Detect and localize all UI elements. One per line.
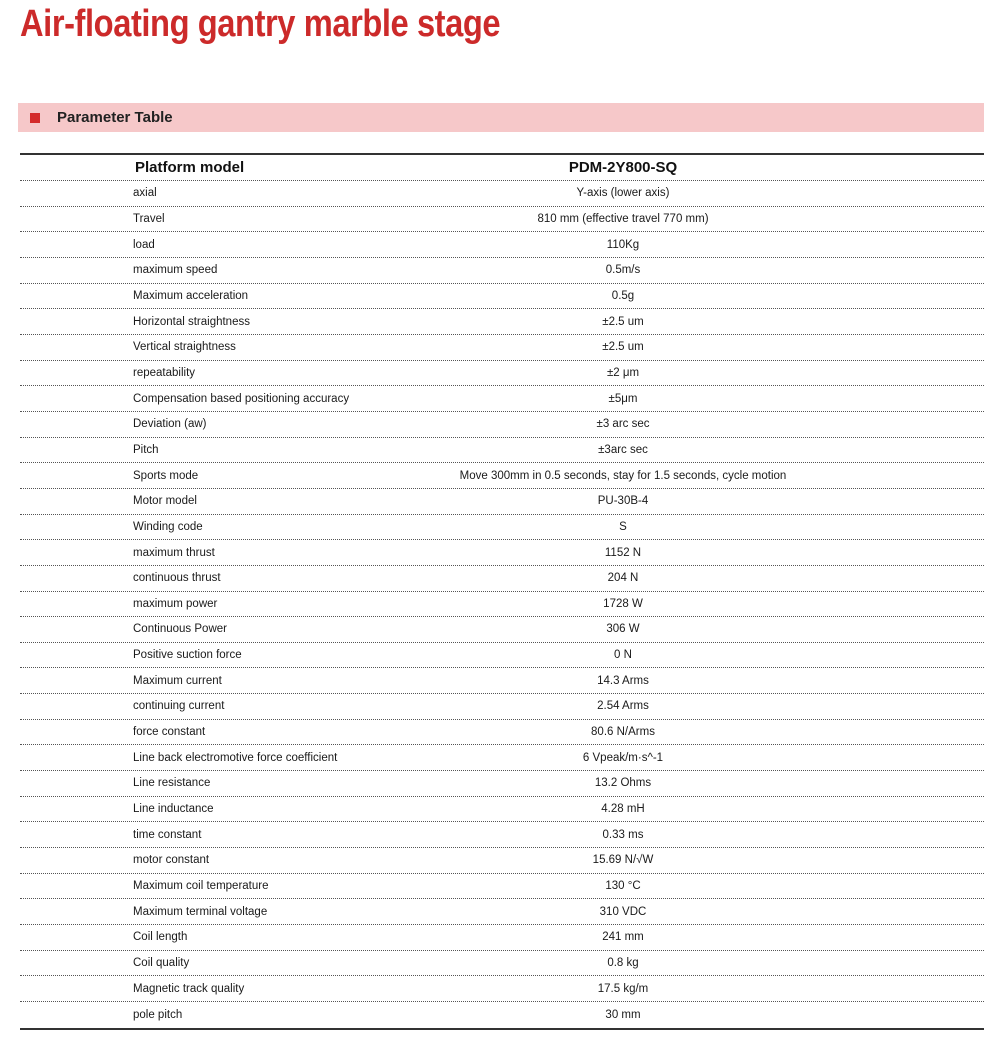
parameter-value-cell: 0.33 ms bbox=[602, 828, 644, 841]
table-row bbox=[20, 309, 984, 335]
table-row bbox=[20, 386, 984, 412]
parameter-name-cell: Deviation (aw) bbox=[133, 418, 207, 431]
parameter-value-cell: S bbox=[619, 520, 627, 533]
table-row bbox=[20, 515, 984, 541]
table-row bbox=[20, 797, 984, 823]
table-row bbox=[20, 1002, 984, 1028]
parameter-name-cell: Line resistance bbox=[133, 777, 211, 790]
parameter-name-cell: Horizontal straightness bbox=[133, 315, 250, 328]
parameter-value-cell: 2.54 Arms bbox=[597, 700, 649, 713]
parameter-name-cell: Sports mode bbox=[133, 469, 199, 482]
table-row bbox=[20, 976, 984, 1002]
parameter-name-cell: maximum speed bbox=[133, 264, 218, 277]
parameter-value-cell: 0.8 kg bbox=[607, 957, 639, 970]
table-row bbox=[20, 720, 984, 746]
parameter-value-cell: 810 mm (effective travel 770 mm) bbox=[537, 212, 709, 225]
table-row bbox=[20, 232, 984, 258]
parameter-table bbox=[20, 153, 984, 1030]
parameter-value-cell: 80.6 N/Arms bbox=[591, 726, 655, 739]
table-row bbox=[20, 284, 984, 310]
parameter-value-cell: ±3arc sec bbox=[598, 443, 648, 456]
parameter-value-cell: 310 VDC bbox=[599, 905, 647, 918]
parameter-value-cell: 204 N bbox=[607, 572, 639, 585]
table-row bbox=[20, 412, 984, 438]
table-row bbox=[20, 566, 984, 592]
parameter-value-cell: 130 °C bbox=[605, 880, 641, 893]
parameter-name-cell: Compensation based positioning accuracy bbox=[133, 392, 350, 405]
table-row bbox=[20, 899, 984, 925]
parameter-name-cell: Positive suction force bbox=[133, 649, 242, 662]
parameter-name-cell: Winding code bbox=[133, 520, 203, 533]
parameter-name-cell: repeatability bbox=[133, 366, 196, 379]
table-row bbox=[20, 463, 984, 489]
table-row bbox=[20, 258, 984, 284]
table-row bbox=[20, 540, 984, 566]
parameter-value-cell: 15.69 N/√W bbox=[592, 854, 654, 867]
parameter-name-cell: motor constant bbox=[133, 854, 210, 867]
table-row bbox=[20, 207, 984, 233]
table-row bbox=[20, 822, 984, 848]
table-row bbox=[20, 361, 984, 387]
parameter-name-cell: Continuous Power bbox=[133, 623, 227, 636]
table-row bbox=[20, 438, 984, 464]
parameter-name-cell: Maximum terminal voltage bbox=[133, 905, 268, 918]
parameter-name-cell: pole pitch bbox=[133, 1008, 183, 1021]
parameter-value-cell: 4.28 mH bbox=[601, 803, 645, 816]
parameter-value-cell: 14.3 Arms bbox=[597, 674, 649, 687]
parameter-name-cell: continuing current bbox=[133, 700, 225, 713]
table-row bbox=[20, 668, 984, 694]
parameter-name-cell: axial bbox=[133, 187, 157, 200]
table-row bbox=[20, 874, 984, 900]
parameter-value-cell: 110Kg bbox=[606, 238, 640, 251]
parameter-value-cell: 241 mm bbox=[602, 931, 644, 944]
parameter-name-cell: Maximum coil temperature bbox=[133, 880, 269, 893]
header-value-cell: PDM-2Y800-SQ bbox=[568, 159, 678, 176]
table-row bbox=[20, 694, 984, 720]
parameter-value-cell: ±3 arc sec bbox=[596, 418, 650, 431]
page-title: Air-floating gantry marble stage bbox=[20, 3, 501, 45]
parameter-name-cell: Travel bbox=[133, 212, 165, 225]
parameter-value-cell: 6 Vpeak/m·s^-1 bbox=[582, 751, 664, 764]
parameter-name-cell: continuous thrust bbox=[133, 572, 221, 585]
parameter-name-cell: Coil quality bbox=[133, 957, 190, 970]
parameter-name-cell: force constant bbox=[133, 726, 206, 739]
parameter-name-cell: time constant bbox=[133, 828, 202, 841]
parameter-name-cell: load bbox=[133, 238, 155, 251]
parameter-value-cell: ±2.5 um bbox=[602, 341, 644, 354]
table-row bbox=[20, 951, 984, 977]
parameter-value-cell: PU-30B-4 bbox=[597, 495, 649, 508]
parameter-value-cell: Move 300mm in 0.5 seconds, stay for 1.5 seconds, cycle motion bbox=[459, 469, 787, 482]
parameter-value-cell: 0 N bbox=[614, 649, 632, 662]
parameter-name-cell: Pitch bbox=[133, 443, 159, 456]
parameter-value-cell: 1152 N bbox=[604, 546, 642, 559]
parameter-value-cell: 306 W bbox=[606, 623, 640, 636]
section-header bbox=[18, 103, 984, 132]
parameter-name-cell: Maximum current bbox=[133, 674, 222, 687]
header-name-cell: Platform model bbox=[135, 159, 245, 176]
table-row bbox=[20, 643, 984, 669]
table-row bbox=[20, 848, 984, 874]
table-row bbox=[20, 745, 984, 771]
parameter-value-cell: 30 mm bbox=[605, 1008, 641, 1021]
parameter-value-cell: 1728 W bbox=[603, 597, 643, 610]
table-row bbox=[20, 335, 984, 361]
parameter-name-cell: Line back electromotive force coefficient bbox=[133, 751, 338, 764]
parameter-name-cell: maximum power bbox=[133, 597, 218, 610]
table-row bbox=[20, 181, 984, 207]
parameter-name-cell: Motor model bbox=[133, 495, 197, 508]
table-row bbox=[20, 925, 984, 951]
parameter-value-cell: 17.5 kg/m bbox=[597, 982, 649, 995]
table-header-row bbox=[20, 155, 984, 181]
parameter-name-cell: Vertical straightness bbox=[133, 341, 236, 354]
parameter-name-cell: Coil length bbox=[133, 931, 188, 944]
section-title: Parameter Table bbox=[57, 109, 173, 126]
parameter-name-cell: Magnetic track quality bbox=[133, 982, 245, 995]
parameter-value-cell: ±5μm bbox=[608, 392, 638, 405]
table-row bbox=[20, 771, 984, 797]
table-row bbox=[20, 489, 984, 515]
parameter-value-cell: ±2 μm bbox=[606, 366, 640, 379]
parameter-value-cell: 0.5m/s bbox=[605, 264, 641, 277]
parameter-name-cell: Line inductance bbox=[133, 803, 214, 816]
parameter-value-cell: 0.5g bbox=[611, 289, 635, 302]
parameter-value-cell: 13.2 Ohms bbox=[594, 777, 652, 790]
table-row bbox=[20, 592, 984, 618]
parameter-value-cell: ±2.5 um bbox=[602, 315, 644, 328]
square-bullet-icon bbox=[30, 113, 40, 123]
parameter-name-cell: maximum thrust bbox=[133, 546, 215, 559]
parameter-name-cell: Maximum acceleration bbox=[133, 289, 249, 302]
table-row bbox=[20, 617, 984, 643]
parameter-value-cell: Y-axis (lower axis) bbox=[576, 187, 670, 200]
